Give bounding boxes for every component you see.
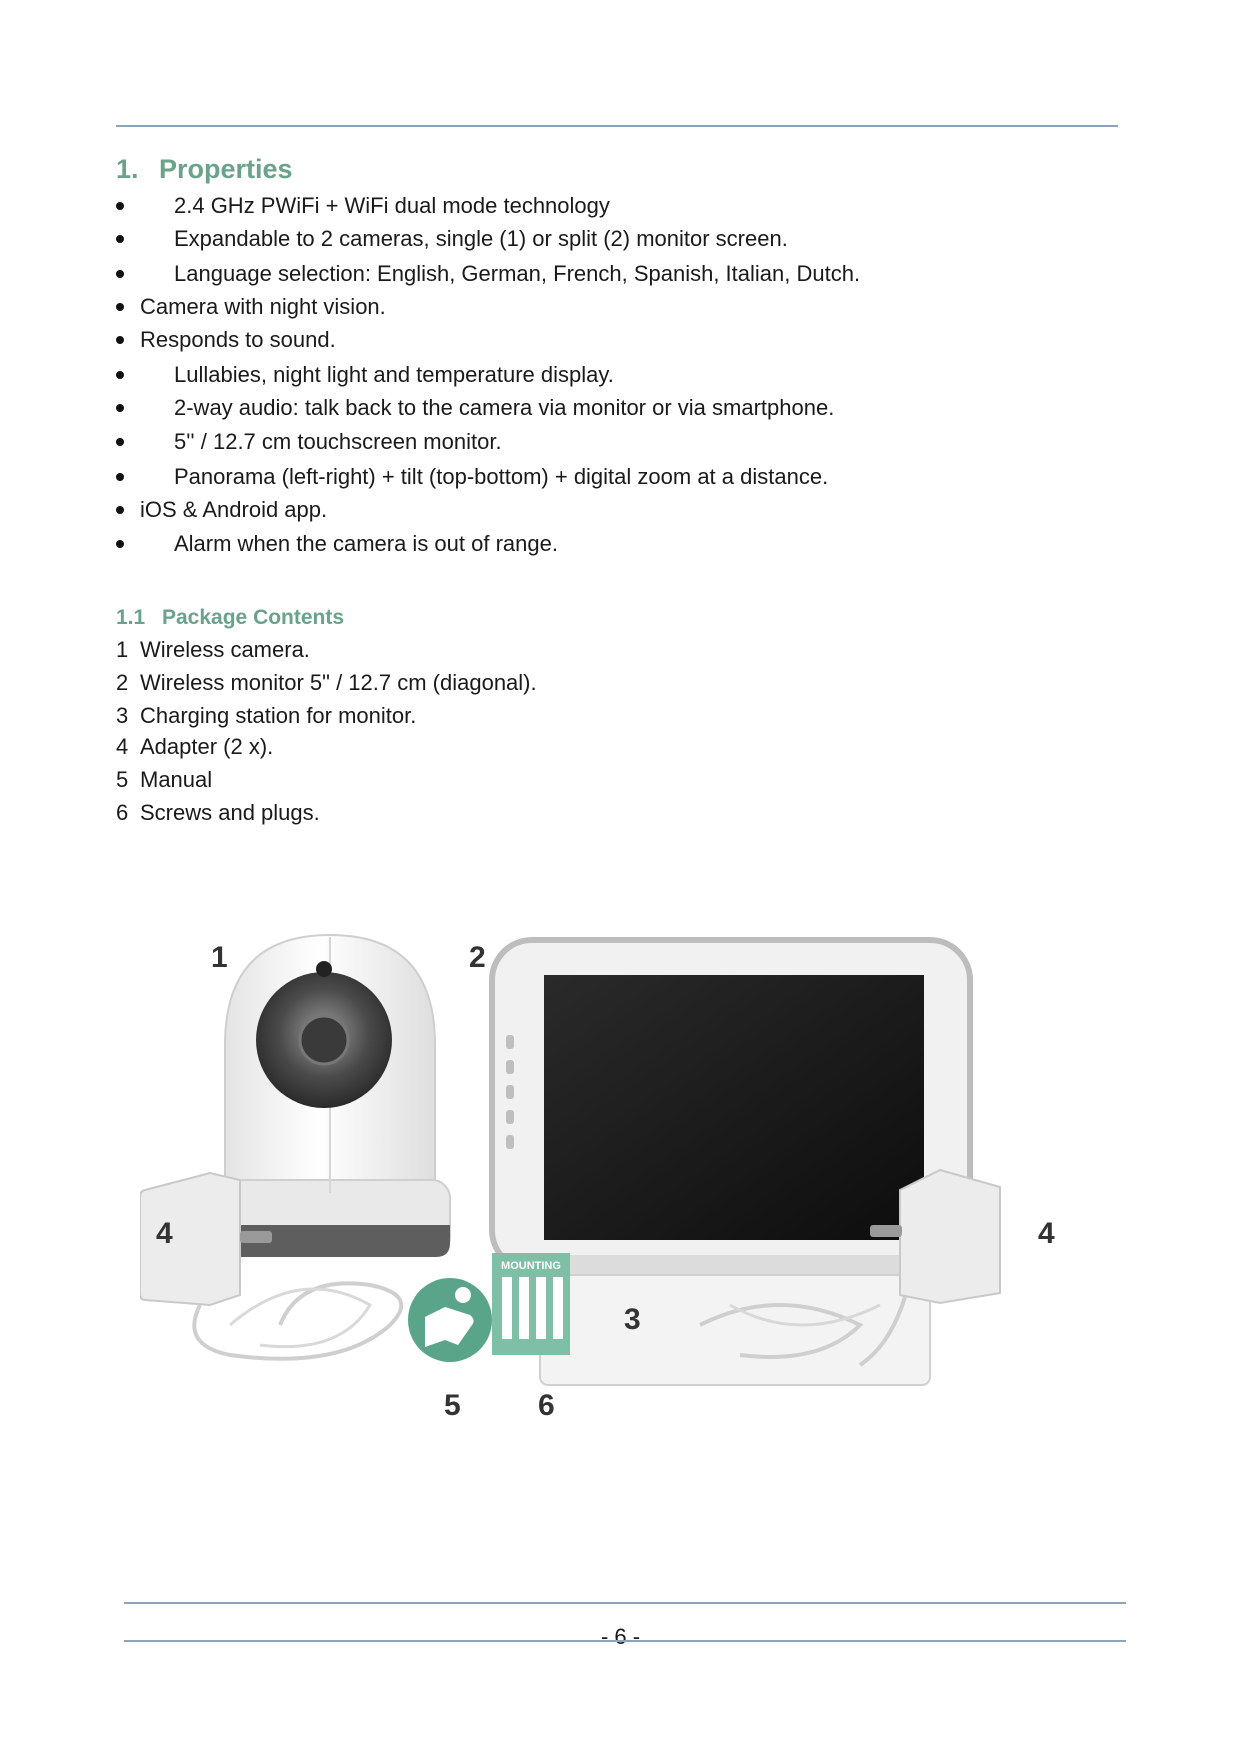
manual-icon: [408, 1278, 492, 1362]
camera-illustration: [210, 935, 450, 1257]
section-title: Properties: [159, 154, 293, 184]
mounting-icon: [492, 1253, 570, 1355]
item-number: 4: [116, 734, 129, 759]
list-item-text: Language selection: English, German, French, Spanish, Italian, Dutch.: [174, 261, 861, 286]
list-item: [116, 765, 212, 795]
item-text: Manual: [140, 767, 213, 792]
bullet-icon: [116, 303, 124, 311]
package-contents-illustration: [140, 925, 1100, 1430]
monitor-illustration: [492, 940, 970, 1270]
section-number: 1.: [116, 154, 139, 184]
list-item-text: 2.4 GHz PWiFi + WiFi dual mode technology: [174, 193, 610, 218]
subsection-heading: [116, 606, 344, 630]
list-item-text: Expandable to 2 cameras, single (1) or split (2) monitor screen.: [174, 226, 788, 251]
subsection-number: 1.1: [116, 606, 146, 629]
item-text: Screws and plugs.: [140, 800, 320, 825]
footer-rule-top: [124, 1602, 1126, 1604]
mounting-label: MOUNTING: [501, 1260, 561, 1272]
bullet-icon: [116, 540, 124, 548]
list-item-text: 2-way audio: talk back to the camera via monitor or via smartphone.: [174, 395, 835, 420]
bullet-icon: [116, 404, 124, 412]
item-number: 3: [116, 703, 129, 728]
callout-5: 5: [444, 1389, 461, 1422]
list-item: [116, 701, 416, 731]
bullet-icon: [116, 270, 124, 278]
list-item-text: Lullabies, night light and temperature display.: [174, 362, 614, 387]
item-number: 2: [116, 670, 129, 695]
item-number: 5: [116, 767, 129, 792]
subsection-title: Package Contents: [162, 606, 345, 629]
list-item: [116, 668, 537, 698]
item-text: Wireless monitor 5" / 12.7 cm (diagonal).: [140, 670, 537, 695]
bullet-icon: [116, 202, 124, 210]
item-text: Charging station for monitor.: [140, 703, 417, 728]
bullet-icon: [116, 336, 124, 344]
bullet-icon: [116, 438, 124, 446]
callout-6: 6: [538, 1389, 555, 1422]
section-heading: [116, 154, 293, 185]
item-text: Wireless camera.: [140, 637, 310, 662]
list-item-text: Panorama (left-right) + tilt (top-bottom) + digital zoom at a distance.: [174, 464, 829, 489]
bullet-icon: [116, 235, 124, 243]
list-item: [116, 732, 273, 762]
callout-1: 1: [211, 941, 228, 974]
item-number: 1: [116, 637, 129, 662]
list-item-text: 5'' / 12.7 cm touchscreen monitor.: [174, 429, 502, 454]
callout-2: 2: [469, 941, 486, 974]
page-number: - 6 -: [600, 1624, 641, 1649]
callout-3: 3: [624, 1303, 641, 1336]
list-item-text: iOS & Android app.: [140, 497, 328, 522]
list-item: [116, 635, 310, 665]
bullet-icon: [116, 506, 124, 514]
list-item-text: Camera with night vision.: [140, 294, 386, 319]
header-rule: [116, 125, 1118, 127]
list-item-text: Alarm when the camera is out of range.: [174, 531, 558, 556]
list-item: [116, 798, 320, 828]
list-item-text: Responds to sound.: [140, 327, 336, 352]
item-number: 6: [116, 800, 129, 825]
bullet-icon: [116, 371, 124, 379]
footer-rule-bottom: [124, 1640, 1126, 1642]
charging-station-illustration: [540, 1255, 930, 1385]
callout-4-left: 4: [156, 1217, 173, 1250]
item-text: Adapter (2 x).: [140, 734, 274, 759]
bullet-icon: [116, 473, 124, 481]
callout-4-right: 4: [1038, 1217, 1055, 1250]
